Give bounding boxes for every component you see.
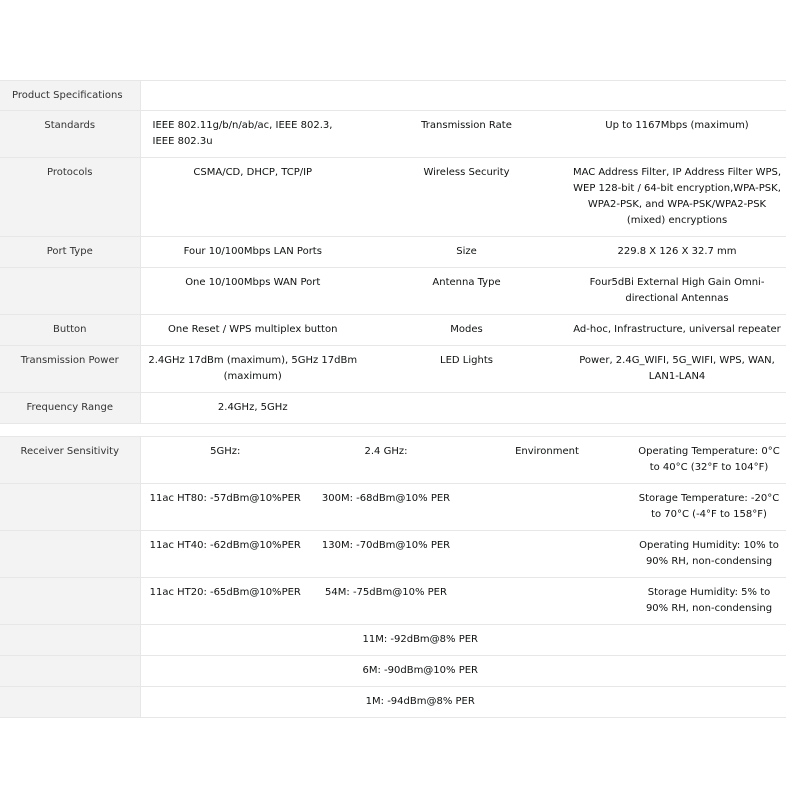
- spec-key: Modes: [365, 315, 568, 346]
- rx-24ghz: 54M: -75dBm@10% PER: [310, 578, 462, 625]
- spec-header-label: Product Specifications: [0, 81, 140, 111]
- rx-row: [0, 531, 786, 578]
- spec-value: Four 10/100Mbps LAN Ports: [140, 237, 365, 268]
- rx-environment-value: Operating Humidity: 10% to 90% RH, non-condensing: [632, 531, 786, 578]
- spec-label: Frequency Range: [0, 393, 140, 424]
- rx-environment: [462, 578, 632, 625]
- spec-label: [0, 268, 140, 315]
- spec-value: One Reset / WPS multiplex button: [140, 315, 365, 346]
- spec-key: Antenna Type: [365, 268, 568, 315]
- spec-label: Port Type: [0, 237, 140, 268]
- spec-value: 2.4GHz 17dBm (maximum), 5GHz 17dBm (maximum): [140, 346, 365, 393]
- spec-key: Transmission Rate: [365, 111, 568, 158]
- spec-label: Standards: [0, 111, 140, 158]
- spec-key: Size: [365, 237, 568, 268]
- spec-row-transmission-power: [0, 346, 786, 393]
- spec-label: Transmission Power: [0, 346, 140, 393]
- spec-value: CSMA/CD, DHCP, TCP/IP: [140, 158, 365, 237]
- spec-row-port-type-2: [0, 268, 786, 315]
- spec-value: Ad-hoc, Infrastructure, universal repeater: [568, 315, 786, 346]
- spec-row-button: [0, 315, 786, 346]
- spec-key: LED Lights: [365, 346, 568, 393]
- rx-row-merged: [0, 687, 786, 718]
- rx-row-merged: [0, 625, 786, 656]
- rx-environment: [462, 531, 632, 578]
- rx-5ghz: 5GHz:: [140, 437, 310, 484]
- spec-value: One 10/100Mbps WAN Port: [140, 268, 365, 315]
- spec-value: [568, 393, 786, 424]
- rx-row-merged: [0, 656, 786, 687]
- spec-value: Four5dBi External High Gain Omni-directional Antennas: [568, 268, 786, 315]
- rx-24ghz: 300M: -68dBm@10% PER: [310, 484, 462, 531]
- spec-value: Up to 1167Mbps (maximum): [568, 111, 786, 158]
- rx-environment-value: Operating Temperature: 0°C to 40°C (32°F to 104°F): [632, 437, 786, 484]
- spec-header-row: [0, 81, 786, 111]
- rx-row: [0, 484, 786, 531]
- spec-row-protocols: [0, 158, 786, 237]
- rx-merged-value: 1M: -94dBm@8% PER: [140, 687, 786, 718]
- rx-5ghz: 11ac HT20: -65dBm@10%PER: [140, 578, 310, 625]
- rx-environment: Environment: [462, 437, 632, 484]
- rx-label: Receiver Sensitivity: [0, 437, 140, 484]
- rx-environment-value: Storage Temperature: -20°C to 70°C (-4°F to 158°F): [632, 484, 786, 531]
- rx-environment: [462, 484, 632, 531]
- spec-row-frequency-range: [0, 393, 786, 424]
- spec-label: Protocols: [0, 158, 140, 237]
- spec-value: 229.8 X 126 X 32.7 mm: [568, 237, 786, 268]
- spec-row-standards: [0, 111, 786, 158]
- rx-24ghz: 2.4 GHz:: [310, 437, 462, 484]
- rx-5ghz: 11ac HT80: -57dBm@10%PER: [140, 484, 310, 531]
- rx-5ghz: 11ac HT40: -62dBm@10%PER: [140, 531, 310, 578]
- rx-24ghz: 130M: -70dBm@10% PER: [310, 531, 462, 578]
- rx-row: [0, 578, 786, 625]
- spec-row-port-type: [0, 237, 786, 268]
- spec-value: MAC Address Filter, IP Address Filter WPS, WEP 128-bit / 64-bit encryption,WPA-PSK, WPA2-PSK, and WPA-PSK/WPA2-PSK (mixed) encryptions: [568, 158, 786, 237]
- spec-value: 2.4GHz, 5GHz: [140, 393, 365, 424]
- rx-environment-value: Storage Humidity: 5% to 90% RH, non-condensing: [632, 578, 786, 625]
- rx-merged-value: 11M: -92dBm@8% PER: [140, 625, 786, 656]
- spec-label: Button: [0, 315, 140, 346]
- rx-row: [0, 437, 786, 484]
- product-specifications-table: [0, 80, 786, 424]
- spec-key: Wireless Security: [365, 158, 568, 237]
- rx-merged-value: 6M: -90dBm@10% PER: [140, 656, 786, 687]
- spec-value: Power, 2.4G_WIFI, 5G_WIFI, WPS, WAN, LAN1-LAN4: [568, 346, 786, 393]
- spec-key: [365, 393, 568, 424]
- spec-value: IEEE 802.11g/b/n/ab/ac, IEEE 802.3, IEEE 802.3u: [140, 111, 365, 158]
- receiver-sensitivity-table: [0, 436, 786, 718]
